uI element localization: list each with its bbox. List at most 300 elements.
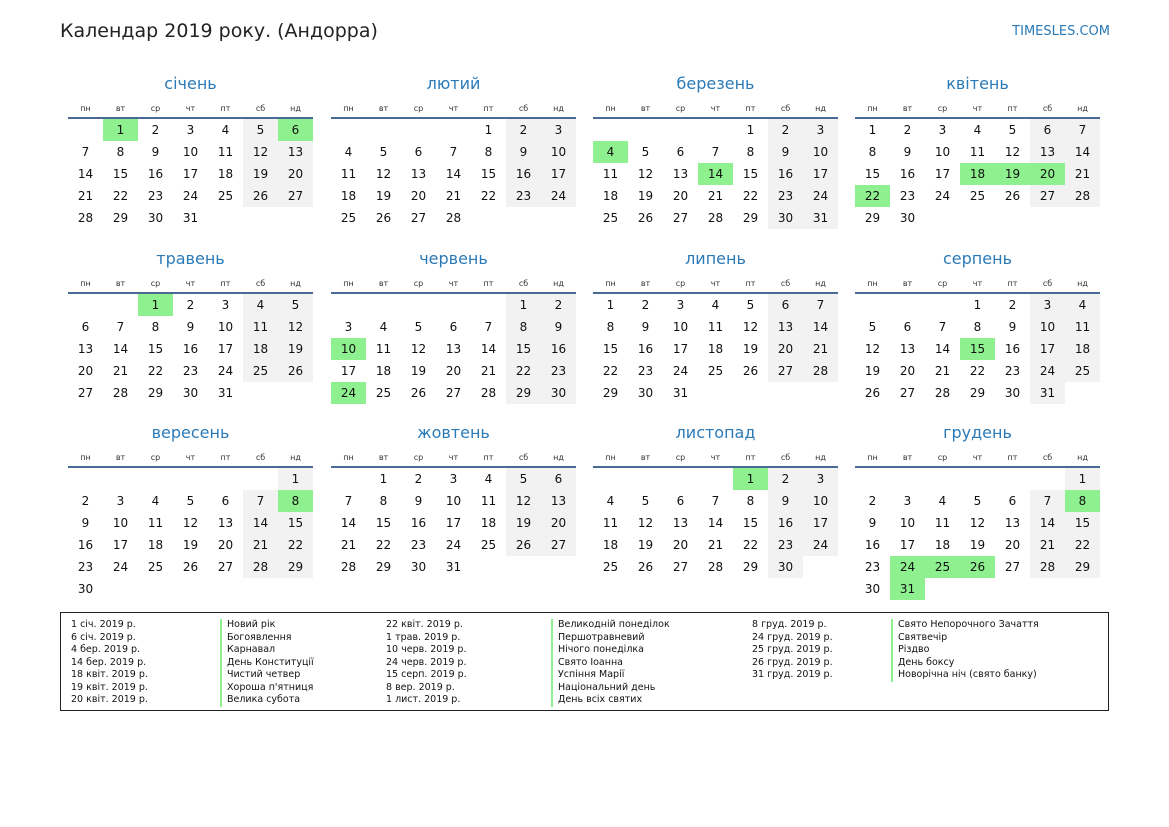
day-cell: 15 xyxy=(375,516,392,530)
day-cell: 3 xyxy=(1030,293,1065,316)
holiday-date: 22 квіт. 2019 р. xyxy=(386,619,463,630)
day-cell: 18 xyxy=(960,163,995,185)
day-cell: 22 xyxy=(147,364,164,378)
day-cell: 19 xyxy=(995,163,1030,185)
day-cell: 29 xyxy=(1065,556,1100,578)
day-cell: 28 xyxy=(803,360,838,382)
weekday-label: чт xyxy=(436,275,471,293)
empty-cell xyxy=(593,118,628,141)
site-link[interactable]: TIMESLES.COM xyxy=(1012,24,1110,39)
weekday-label: чт xyxy=(960,449,995,467)
day-cell: 7 xyxy=(711,494,720,508)
day-cell: 19 xyxy=(506,512,541,534)
holiday-legend xyxy=(60,612,1109,711)
day-cell: 10 xyxy=(934,145,951,159)
empty-cell xyxy=(628,118,663,141)
month-table xyxy=(331,100,576,229)
day-cell: 16 xyxy=(637,342,654,356)
day-cell: 20 xyxy=(445,364,462,378)
weekday-label: сб xyxy=(243,449,278,467)
weekday-label: ср xyxy=(401,100,436,118)
weekday-label: сб xyxy=(768,100,803,118)
day-cell: 2 xyxy=(186,298,195,312)
day-cell: 12 xyxy=(637,516,654,530)
day-cell: 11 xyxy=(1065,316,1100,338)
day-cell: 23 xyxy=(1004,364,1021,378)
empty-cell xyxy=(138,578,173,600)
weekday-label: ср xyxy=(925,100,960,118)
month-5 xyxy=(68,249,313,404)
empty-cell xyxy=(366,118,401,141)
holiday-name: Першотравневий xyxy=(551,632,670,645)
day-cell: 20 xyxy=(77,364,94,378)
day-cell: 4 xyxy=(606,494,615,508)
weekday-label: пт xyxy=(208,100,243,118)
empty-cell xyxy=(698,467,733,490)
day-cell: 11 xyxy=(375,342,392,356)
empty-cell xyxy=(803,382,838,404)
holiday-date: 19 квіт. 2019 р. xyxy=(71,681,148,693)
day-cell: 3 xyxy=(186,123,195,137)
weekday-label: пт xyxy=(733,100,768,118)
day-cell: 14 xyxy=(934,342,951,356)
holiday-date: 26 груд. 2019 р. xyxy=(752,656,833,668)
day-cell: 15 xyxy=(742,516,759,530)
month-name: серпень xyxy=(943,249,1012,268)
month-name: липень xyxy=(685,249,746,268)
day-cell: 24 xyxy=(803,185,838,207)
empty-cell xyxy=(890,293,925,316)
day-cell: 5 xyxy=(973,494,982,508)
day-cell: 14 xyxy=(340,516,357,530)
day-cell: 11 xyxy=(480,494,497,508)
day-cell: 3 xyxy=(938,123,947,137)
weekday-label: вт xyxy=(103,100,138,118)
weekday-label: чт xyxy=(436,449,471,467)
day-cell: 22 xyxy=(1065,534,1100,556)
day-cell: 28 xyxy=(445,211,462,225)
day-cell: 21 xyxy=(243,534,278,556)
day-cell: 1 xyxy=(746,123,755,137)
day-cell: 15 xyxy=(602,342,619,356)
month-name: лютий xyxy=(426,74,481,93)
month-4 xyxy=(855,74,1100,229)
day-cell: 23 xyxy=(182,364,199,378)
holiday-name: День Конституції xyxy=(220,657,314,670)
empty-cell xyxy=(698,382,733,404)
empty-cell xyxy=(401,118,436,141)
month-12 xyxy=(855,423,1100,600)
weekday-label: пн xyxy=(68,449,103,467)
day-cell: 8 xyxy=(379,494,388,508)
day-cell: 13 xyxy=(77,342,94,356)
day-cell: 1 xyxy=(278,467,313,490)
holiday-name: Національний день xyxy=(551,682,670,695)
day-cell: 17 xyxy=(112,538,129,552)
day-cell: 25 xyxy=(1065,360,1100,382)
day-cell: 18 xyxy=(340,189,357,203)
weekday-label: пт xyxy=(733,449,768,467)
day-cell: 22 xyxy=(112,189,129,203)
day-cell: 5 xyxy=(868,320,877,334)
day-cell: 14 xyxy=(243,512,278,534)
day-cell: 9 xyxy=(541,316,576,338)
day-cell: 27 xyxy=(1004,560,1021,574)
day-cell: 4 xyxy=(711,298,720,312)
day-cell: 17 xyxy=(217,342,234,356)
day-cell: 4 xyxy=(243,293,278,316)
day-cell: 19 xyxy=(637,538,654,552)
day-cell: 9 xyxy=(1008,320,1017,334)
month-table xyxy=(593,100,838,229)
day-cell: 13 xyxy=(278,141,313,163)
day-cell: 18 xyxy=(934,538,951,552)
empty-cell xyxy=(925,293,960,316)
day-cell: 1 xyxy=(379,472,388,486)
month-name: листопад xyxy=(675,423,756,442)
day-cell: 13 xyxy=(1004,516,1021,530)
empty-cell xyxy=(628,467,663,490)
day-cell: 2 xyxy=(506,118,541,141)
month-table xyxy=(593,449,838,578)
day-cell: 25 xyxy=(243,360,278,382)
day-cell: 30 xyxy=(768,556,803,578)
page-title: Календар 2019 року. (Андорра) xyxy=(60,20,378,42)
day-cell: 22 xyxy=(742,538,759,552)
day-cell: 13 xyxy=(1030,141,1065,163)
day-cell: 16 xyxy=(182,342,199,356)
day-cell: 26 xyxy=(375,211,392,225)
day-cell: 4 xyxy=(593,141,628,163)
legend-dates-col-3 xyxy=(752,619,833,682)
holiday-date: 1 січ. 2019 р. xyxy=(71,619,136,630)
day-cell: 3 xyxy=(541,118,576,141)
day-cell: 27 xyxy=(77,386,94,400)
empty-cell xyxy=(103,293,138,316)
empty-cell xyxy=(855,293,890,316)
day-cell: 26 xyxy=(278,360,313,382)
day-cell: 6 xyxy=(541,467,576,490)
holiday-name: Свято Іоанна xyxy=(551,657,670,670)
day-cell: 17 xyxy=(445,516,462,530)
empty-cell xyxy=(173,467,208,490)
holiday-name: Великодній понеділок xyxy=(551,619,670,632)
month-name: вересень xyxy=(151,423,230,442)
month-name: травень xyxy=(156,249,225,268)
day-cell: 24 xyxy=(445,538,462,552)
day-cell: 14 xyxy=(1030,512,1065,534)
weekday-label: вт xyxy=(628,449,663,467)
day-cell: 30 xyxy=(147,211,164,225)
day-cell: 7 xyxy=(243,490,278,512)
holiday-date: 1 лист. 2019 р. xyxy=(386,694,461,705)
day-cell: 14 xyxy=(445,167,462,181)
day-cell: 29 xyxy=(602,386,619,400)
day-cell: 17 xyxy=(340,364,357,378)
day-cell: 7 xyxy=(81,145,90,159)
day-cell: 28 xyxy=(1030,556,1065,578)
day-cell: 8 xyxy=(484,145,493,159)
day-cell: 11 xyxy=(243,316,278,338)
day-cell: 5 xyxy=(641,145,650,159)
day-cell: 20 xyxy=(278,163,313,185)
month-table xyxy=(68,449,313,600)
holiday-name: Велика субота xyxy=(220,694,314,707)
day-cell: 26 xyxy=(410,386,427,400)
day-cell: 7 xyxy=(449,145,458,159)
day-cell: 12 xyxy=(278,316,313,338)
day-cell: 24 xyxy=(672,364,689,378)
day-cell: 6 xyxy=(1030,118,1065,141)
day-cell: 10 xyxy=(672,320,689,334)
holiday-name: Богоявлення xyxy=(220,632,314,645)
day-cell: 9 xyxy=(81,516,90,530)
day-cell: 8 xyxy=(278,490,313,512)
day-cell: 28 xyxy=(934,386,951,400)
empty-cell xyxy=(995,467,1030,490)
day-cell: 26 xyxy=(182,560,199,574)
day-cell: 23 xyxy=(768,185,803,207)
day-cell: 20 xyxy=(217,538,234,552)
holiday-date: 31 груд. 2019 р. xyxy=(752,669,833,680)
day-cell: 11 xyxy=(340,167,357,181)
month-name: грудень xyxy=(943,423,1012,442)
weekday-label: пт xyxy=(995,449,1030,467)
day-cell: 3 xyxy=(903,494,912,508)
weekday-label: пт xyxy=(208,449,243,467)
day-cell: 1 xyxy=(868,123,877,137)
day-cell: 2 xyxy=(768,467,803,490)
weekday-label: пн xyxy=(68,275,103,293)
day-cell: 25 xyxy=(375,386,392,400)
holiday-name: Свято Непорочного Зачаття xyxy=(891,619,1039,632)
day-cell: 19 xyxy=(182,538,199,552)
day-cell: 23 xyxy=(899,189,916,203)
day-cell: 18 xyxy=(707,342,724,356)
day-cell: 25 xyxy=(602,211,619,225)
weekday-label: чт xyxy=(698,100,733,118)
day-cell: 30 xyxy=(1004,386,1021,400)
day-cell: 12 xyxy=(864,342,881,356)
day-cell: 6 xyxy=(414,145,423,159)
day-cell: 2 xyxy=(81,494,90,508)
month-11 xyxy=(593,423,838,578)
weekday-label: нд xyxy=(541,275,576,293)
empty-cell xyxy=(278,578,313,600)
day-cell: 4 xyxy=(973,123,982,137)
empty-cell xyxy=(331,293,366,316)
day-cell: 30 xyxy=(768,207,803,229)
empty-cell xyxy=(960,207,995,229)
weekday-label: ср xyxy=(663,100,698,118)
day-cell: 29 xyxy=(375,560,392,574)
day-cell: 31 xyxy=(803,207,838,229)
empty-cell xyxy=(103,578,138,600)
day-cell: 18 xyxy=(480,516,497,530)
day-cell: 11 xyxy=(707,320,724,334)
day-cell: 29 xyxy=(506,382,541,404)
weekday-label: нд xyxy=(1065,275,1100,293)
empty-cell xyxy=(243,207,278,229)
holiday-name: Успіння Марії xyxy=(551,669,670,682)
day-cell: 16 xyxy=(768,512,803,534)
empty-cell xyxy=(925,578,960,600)
day-cell: 21 xyxy=(934,364,951,378)
day-cell: 6 xyxy=(81,320,90,334)
weekday-label: пт xyxy=(733,275,768,293)
weekday-label: пн xyxy=(593,275,628,293)
day-cell: 5 xyxy=(186,494,195,508)
empty-cell xyxy=(925,467,960,490)
day-cell: 14 xyxy=(707,516,724,530)
day-cell: 9 xyxy=(903,145,912,159)
day-cell: 7 xyxy=(1065,118,1100,141)
weekday-label: сб xyxy=(1030,449,1065,467)
day-cell: 7 xyxy=(938,320,947,334)
day-cell: 22 xyxy=(855,185,890,207)
day-cell: 4 xyxy=(379,320,388,334)
day-cell: 2 xyxy=(151,123,160,137)
day-cell: 8 xyxy=(606,320,615,334)
weekday-label: сб xyxy=(1030,100,1065,118)
day-cell: 24 xyxy=(182,189,199,203)
day-cell: 12 xyxy=(1004,145,1021,159)
day-cell: 11 xyxy=(217,145,234,159)
day-cell: 14 xyxy=(803,316,838,338)
weekday-label: нд xyxy=(278,449,313,467)
day-cell: 5 xyxy=(506,467,541,490)
day-cell: 21 xyxy=(707,538,724,552)
day-cell: 24 xyxy=(934,189,951,203)
day-cell: 18 xyxy=(147,538,164,552)
weekday-label: пт xyxy=(471,449,506,467)
weekday-label: ср xyxy=(663,449,698,467)
day-cell: 16 xyxy=(864,538,881,552)
weekday-label: чт xyxy=(173,100,208,118)
day-cell: 3 xyxy=(116,494,125,508)
day-cell: 12 xyxy=(243,141,278,163)
day-cell: 13 xyxy=(768,316,803,338)
day-cell: 21 xyxy=(707,189,724,203)
holiday-name: Новорічна ніч (свято банку) xyxy=(891,669,1039,682)
day-cell: 6 xyxy=(449,320,458,334)
weekday-label: вт xyxy=(103,449,138,467)
day-cell: 23 xyxy=(147,189,164,203)
day-cell: 18 xyxy=(602,538,619,552)
day-cell: 9 xyxy=(768,141,803,163)
day-cell: 1 xyxy=(103,118,138,141)
day-cell: 5 xyxy=(379,145,388,159)
month-name: квітень xyxy=(946,74,1009,93)
day-cell: 1 xyxy=(606,298,615,312)
month-8 xyxy=(855,249,1100,404)
empty-cell xyxy=(1065,207,1100,229)
weekday-label: сб xyxy=(243,275,278,293)
weekday-label: нд xyxy=(541,100,576,118)
day-cell: 26 xyxy=(243,185,278,207)
weekday-label: чт xyxy=(173,275,208,293)
day-cell: 3 xyxy=(676,298,685,312)
weekday-label: чт xyxy=(698,275,733,293)
empty-cell xyxy=(243,382,278,404)
legend-dates-col-2 xyxy=(386,619,467,707)
day-cell: 11 xyxy=(602,516,619,530)
weekday-label: ср xyxy=(401,449,436,467)
day-cell: 31 xyxy=(672,386,689,400)
day-cell: 6 xyxy=(676,145,685,159)
empty-cell xyxy=(68,467,103,490)
holiday-name: Карнавал xyxy=(220,644,314,657)
month-table xyxy=(331,275,576,404)
day-cell: 5 xyxy=(1008,123,1017,137)
day-cell: 20 xyxy=(541,512,576,534)
month-2 xyxy=(331,74,576,229)
day-cell: 25 xyxy=(925,556,960,578)
month-1 xyxy=(68,74,313,229)
day-cell: 19 xyxy=(375,189,392,203)
empty-cell xyxy=(890,467,925,490)
day-cell: 27 xyxy=(672,560,689,574)
holiday-date: 20 квіт. 2019 р. xyxy=(71,694,148,705)
day-cell: 17 xyxy=(803,512,838,534)
day-cell: 23 xyxy=(864,560,881,574)
day-cell: 19 xyxy=(278,338,313,360)
month-table xyxy=(68,275,313,404)
empty-cell xyxy=(401,293,436,316)
day-cell: 22 xyxy=(602,364,619,378)
day-cell: 6 xyxy=(1008,494,1017,508)
holiday-name: Чистий четвер xyxy=(220,669,314,682)
empty-cell xyxy=(471,207,506,229)
day-cell: 10 xyxy=(803,141,838,163)
month-table xyxy=(855,275,1100,404)
day-cell: 31 xyxy=(182,211,199,225)
day-cell: 19 xyxy=(969,538,986,552)
day-cell: 17 xyxy=(1030,338,1065,360)
holiday-name: Новий рік xyxy=(220,619,314,632)
day-cell: 28 xyxy=(707,211,724,225)
empty-cell xyxy=(1030,467,1065,490)
day-cell: 2 xyxy=(641,298,650,312)
weekday-label: пн xyxy=(331,100,366,118)
holiday-date: 10 черв. 2019 р. xyxy=(386,644,467,655)
day-cell: 29 xyxy=(864,211,881,225)
day-cell: 12 xyxy=(637,167,654,181)
day-cell: 26 xyxy=(637,211,654,225)
empty-cell xyxy=(995,207,1030,229)
day-cell: 6 xyxy=(676,494,685,508)
day-cell: 25 xyxy=(969,189,986,203)
day-cell: 31 xyxy=(445,560,462,574)
day-cell: 15 xyxy=(278,512,313,534)
empty-cell xyxy=(803,556,838,578)
holiday-date: 8 вер. 2019 р. xyxy=(386,681,455,693)
day-cell: 2 xyxy=(1008,298,1017,312)
empty-cell xyxy=(1065,578,1100,600)
day-cell: 10 xyxy=(1030,316,1065,338)
day-cell: 1 xyxy=(1065,467,1100,490)
day-cell: 12 xyxy=(506,490,541,512)
day-cell: 27 xyxy=(445,386,462,400)
empty-cell xyxy=(960,467,995,490)
empty-cell xyxy=(960,578,995,600)
day-cell: 4 xyxy=(1065,293,1100,316)
day-cell: 30 xyxy=(182,386,199,400)
empty-cell xyxy=(208,207,243,229)
day-cell: 3 xyxy=(344,320,353,334)
empty-cell xyxy=(208,578,243,600)
holiday-date: 18 квіт. 2019 р. xyxy=(71,669,148,680)
